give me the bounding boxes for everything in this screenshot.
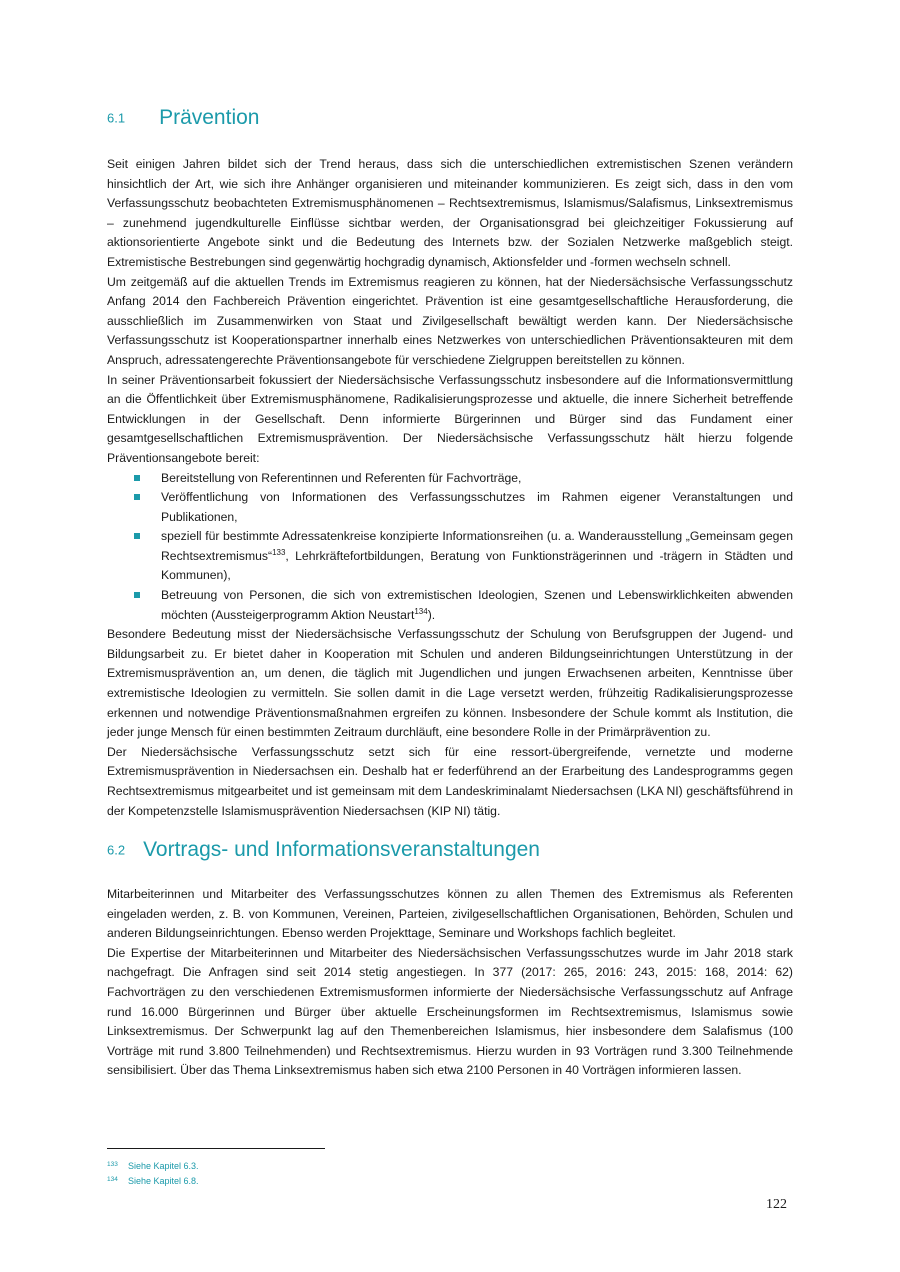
- section-title: Vortrags- und Informationsveranstaltungen: [143, 838, 540, 861]
- footnote-ref[interactable]: 133: [272, 547, 286, 557]
- footnote-text[interactable]: Siehe Kapitel 6.8.: [128, 1176, 199, 1186]
- section-number: 6.1: [107, 110, 126, 126]
- footnote-ref[interactable]: 134: [414, 606, 428, 616]
- square-bullet-icon: [134, 494, 140, 500]
- paragraph: Mitarbeiterinnen und Mitarbeiter des Verfassungsschutzes können zu allen Themen des Extremismus als Referenten eingeladen werden, z. B. von Kommunen, Vereinen, Parteien, zivilgesellschaftlichen Organisationen, Behörden, Schulen und anderen Bildungseinrichtungen. Ebenso werden Projekttage, Seminare und Workshops fachlich begleitet.: [107, 887, 793, 941]
- paragraph: Der Niedersächsische Verfassungsschutz setzt sich für eine ressort-übergreifende, vernetzte und moderne Extremismusprävention in Niedersachsen ein. Deshalb hat er federführend an der Erarbeitung des Landesprogramms gegen Rechtsextremismus mitgearbeitet und ist gemeinsam mit dem Landeskriminalamt Niedersachsen (LKA NI) geschäftsführend in der Kompetenzstelle Islamismusprävention Niedersachsen (KIP NI) tätig.: [107, 744, 793, 818]
- section-heading-vortraege: [107, 838, 540, 862]
- footnote-divider: [107, 1148, 325, 1149]
- list-item-text: Bereitstellung von Referentinnen und Referenten für Fachvorträge,: [161, 470, 522, 485]
- square-bullet-icon: [134, 533, 140, 539]
- list-item-text: , Lehrkräftefortbildungen, Beratung von Funktionsträgerinnen und -trägern in Städten und Kommunen),: [161, 548, 793, 583]
- list-item: [107, 586, 793, 625]
- square-bullet-icon: [134, 475, 140, 481]
- page-number: 122: [766, 1197, 787, 1212]
- paragraph: Seit einigen Jahren bildet sich der Trend heraus, dass sich die unterschiedlichen extremistischen Szenen verändern hinsichtlich der Art, wie sich ihre Anhänger organisieren und miteinander kommunizieren. Es zeigt sich, dass in den vom Verfassungsschutz beobachteten Extremismusphänomenen – Rechtsextremismus, Islamismus/Salafismus, Linksextremismus – zunehmend jugendkulturelle Einflüsse sichtbar werden, der Organisationsgrad bei gleichzeitiger Fokussierung auf aktionsorientierte Angebote sinkt und die Bedeutung des Internets bzw. der Sozialen Netzwerke maßgeblich steigt. Extremistische Bestrebungen sind gegenwärtig hochgradig dynamisch, Aktionsfelder und -formen wechseln schnell.: [107, 157, 793, 269]
- footnotes: [107, 1158, 199, 1188]
- footnote-text[interactable]: Siehe Kapitel 6.3.: [128, 1161, 199, 1171]
- footnote-number: 133: [107, 1161, 118, 1168]
- square-bullet-icon: [134, 592, 140, 598]
- list-item-text: ).: [427, 607, 436, 622]
- list-item-text: Veröffentlichung von Informationen des Verfassungsschutzes im Rahmen eigener Veranstaltungen und Publikationen,: [161, 490, 793, 524]
- list-item: [107, 469, 793, 489]
- list-item-text: speziell für bestimmte Adressatenkreise konzipierte Informationsreihen (u. a. Wanderausstellung „Gemeinsam gegen Rechtsextremismus“: [161, 529, 793, 563]
- list-item: [107, 488, 793, 527]
- paragraph: Besondere Bedeutung misst der Niedersächsische Verfassungsschutz der Schulung von Berufsgruppen der Jugend- und Bildungsarbeit zu. Er bietet daher in Kooperation mit Schulen und anderen Bildungseinrichtungen Unterstützung in der Extremismusprävention an, um denen, die täglich mit Jugendlichen und jungen Erwachsenen arbeiten, Kenntnisse über extremistische Ideologien zu vermitteln. Sie sollen damit in die Lage versetzt werden, frühzeitig Radikalisierungsprozesse erkennen und notwendige Präventionsmaßnahmen ergreifen zu können. Insbesondere der Schule kommt als Institution, die jeder junge Mensch für einen bestimmten Zeitraum durchläuft, eine besondere Rolle in der Primärprävention zu.: [107, 627, 793, 740]
- footnote-number: 134: [107, 1176, 118, 1183]
- paragraph: In seiner Präventionsarbeit fokussiert der Niedersächsische Verfassungsschutz insbesondere auf die Informationsvermittlung an die Öffentlichkeit über Extremismusphänomene, Radikalisierungsprozesse und aktuelle, die innere Sicherheit betreffende Entwicklungen in der Gesellschaft. Denn informierte Bürgerinnen und Bürger sind das Fundament einer gesamtgesellschaftlichen Extremismusprävention. Der Niedersächsische Verfassungsschutz hält hierzu folgende Präventionsangebote bereit:: [107, 372, 793, 465]
- section-number: 6.2: [107, 842, 126, 858]
- paragraph: Um zeitgemäß auf die aktuellen Trends im Extremismus reagieren zu können, hat der Niedersächsische Verfassungsschutz Anfang 2014 den Fachbereich Prävention eingerichtet. Prävention ist eine gesamtgesellschaftliche Herausforderung, die ausschließlich im Zusammenwirken von Staat und Zivilgesellschaft bewältigt werden kann. Der Niedersächsische Verfassungsschutz ist Kooperationspartner innerhalb eines Netzwerkes von unterschiedlichen Präventionsakteuren mit dem Anspruch, adressatengerechte Präventionsangebote für verschiedene Zielgruppen bereitstellen zu können.: [107, 274, 793, 367]
- offer-list: [107, 469, 793, 626]
- paragraph: Die Expertise der Mitarbeiterinnen und Mitarbeiter des Niedersächsischen Verfassungsschutzes wurde im Jahr 2018 stark nachgefragt. Die Anfragen sind seit 2014 stetig angestiegen. In 377 (2017: 265, 2016: 243, 2015: 168, 2014: 62) Fachvorträgen zu den verschiedenen Extremismusformen informierte der Niedersächsische Verfassungsschutz auf Anfrage rund 16.000 Bürgerinnen und Bürger über aktuelle Erscheinungsformen im Rechtsextremismus, Islamismus sowie Linksextremismus. Der Schwerpunkt lag auf den Themenbereichen Islamismus, hier insbesondere dem Salafismus (100 Vorträge mit rund 3.800 Teilnehmenden) und Rechtsextremismus. Hierzu wurden in 93 Vorträgen rund 3.300 Teilnehmende sensibilisiert. Über das Thema Linksextremismus haben sich etwa 2100 Personen in 40 Vorträgen informieren lassen.: [107, 945, 793, 1078]
- footnote: [107, 1173, 199, 1188]
- section-body-vortraege: [107, 885, 793, 1081]
- section-heading-praevention: [107, 106, 259, 130]
- section-title: Prävention: [159, 106, 260, 129]
- list-item-text: Betreuung von Personen, die sich von extremistischen Ideologien, Szenen und Lebenswirklichkeiten abwenden möchten (Aussteigerprogramm Aktion Neustart: [161, 588, 793, 622]
- section-body-praevention: [107, 155, 793, 821]
- footnote: [107, 1158, 199, 1173]
- list-item: [107, 527, 793, 586]
